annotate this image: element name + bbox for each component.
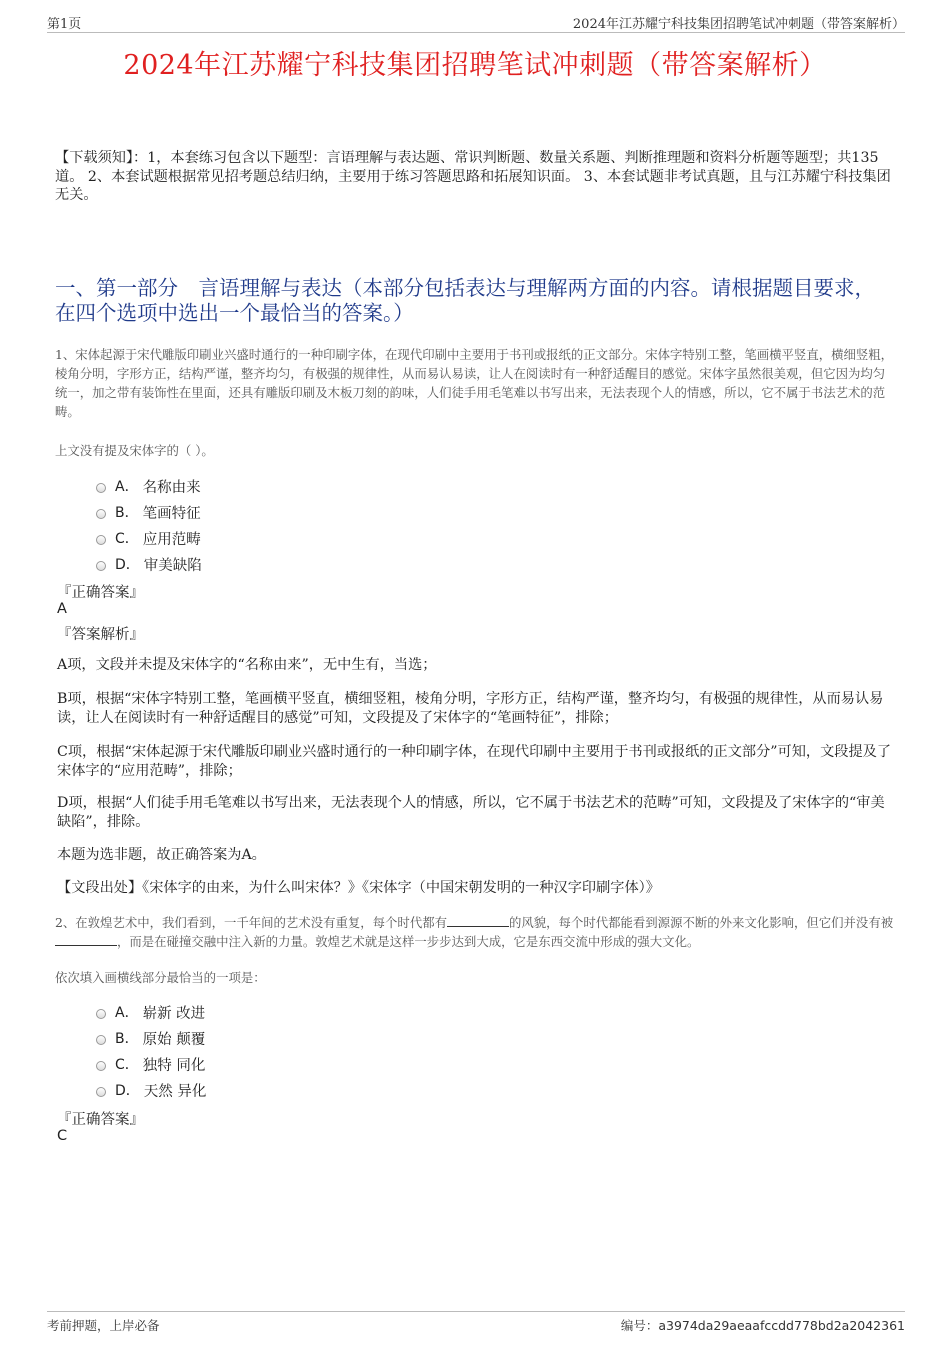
option-d[interactable]: D． 审美缺陷 <box>96 551 202 577</box>
radio-icon[interactable] <box>96 535 106 545</box>
analysis-c: C项，根据“宋体起源于宋代雕版印刷业兴盛时通行的一种印刷字体，在现代印刷中主要用于书刊或报纸的正文部分”可知，文段提及了宋体字的“应用范畴”，排除； <box>57 744 892 779</box>
option-a[interactable]: A． 崭新 改进 <box>96 999 206 1025</box>
question-1-prompt: 上文没有提及宋体字的（ ）。 <box>55 443 214 458</box>
page-number: 第1页 <box>47 17 82 32</box>
footer-code: 编号：a3974da29aeaafccdd778bd2a2042361 <box>620 1318 905 1333</box>
fill-blank-1 <box>447 915 509 927</box>
question-1-text: 1、宋体起源于宋代雕版印刷业兴盛时通行的一种印刷字体，在现代印刷中主要用于书刊或报纸的正文部分。宋体字特别工整，笔画横平竖直，横细竖粗，棱角分明，字形方正，结构严谨，整齐均匀，有极强的规律性，从而易认易读，让人在阅读时有一种舒适醒目的感觉。宋体字虽然很美观，但它因为均匀统一，加之带有装饰性在里面，还具有雕版印刷及木板刀刻的韵味，人们徒手用毛笔难以书写出来，无法表现个人的情感，所以，它不属于书法艺术的范畴。 <box>55 347 894 419</box>
header-doc-title: 2024年江苏耀宁科技集团招聘笔试冲刺题（带答案解析） <box>572 17 905 32</box>
option-b[interactable]: B． 原始 颠覆 <box>96 1025 206 1051</box>
question-2-prompt: 依次填入画横线部分最恰当的一项是： <box>55 970 266 985</box>
radio-icon[interactable] <box>96 1087 106 1097</box>
footer-slogan: 考前押题，上岸必备 <box>47 1318 160 1333</box>
option-b[interactable]: B． 笔画特征 <box>96 499 202 525</box>
option-c[interactable]: C． 独特 同化 <box>96 1051 206 1077</box>
radio-icon[interactable] <box>96 1061 106 1071</box>
analysis-conclusion: 本题为选非题，故正确答案为A。 <box>57 847 266 863</box>
answer-label: 『正确答案』 <box>57 1112 144 1128</box>
page-title: 2024年江苏耀宁科技集团招聘笔试冲刺题（带答案解析） <box>123 50 827 81</box>
analysis-b: B项，根据“宋体字特别工整，笔画横平竖直，横细竖粗，棱角分明，字形方正，结构严谨，整齐均匀，有极强的规律性，从而易认易读，让人在阅读时有一种舒适醒目的感觉”可知，文段提及了宋体字的“笔画特征”，排除； <box>57 691 884 726</box>
analysis-label: 『答案解析』 <box>57 627 144 643</box>
answer-value: C <box>57 1128 68 1144</box>
option-c[interactable]: C． 应用范畴 <box>96 525 202 551</box>
footer-divider <box>47 1311 905 1312</box>
question-2-options <box>96 999 206 1103</box>
fill-blank-2 <box>55 934 117 946</box>
question-2-text: 2、在敦煌艺术中，我们看到，一千年间的艺术没有重复，每个时代都有 的风貌，每个时代都能看到源源不断的外来文化影响，但它们并没有被，而是在碰撞交融中注入新的力量。敦煌艺术就是这样一步步达到大成，它是东西交流中形成的强大文化。 <box>55 915 894 949</box>
option-d[interactable]: D． 天然 异化 <box>96 1077 206 1103</box>
radio-icon[interactable] <box>96 483 106 493</box>
section-title: 一、第一部分 言语理解与表达（本部分包括表达与理解两方面的内容。请根据题目要求，在四个选项中选出一个最恰当的答案。） <box>55 276 875 325</box>
analysis-a: A项，文段并未提及宋体字的“名称由来”，无中生有，当选； <box>57 657 437 673</box>
radio-icon[interactable] <box>96 561 106 571</box>
question-1-options <box>96 473 202 577</box>
answer-value: A <box>57 601 67 617</box>
option-a[interactable]: A． 名称由来 <box>96 473 202 499</box>
text-source: 【文段出处】《宋体字的由来，为什么叫宋体？》《宋体字（中国宋朝发明的一种汉字印刷字体）》 <box>57 880 660 896</box>
radio-icon[interactable] <box>96 509 106 519</box>
download-notice: 【下载须知】：1，本套练习包含以下题型：言语理解与表达题、常识判断题、数量关系题、判断推理题和资料分析题等题型；共135道。 2、本套试题根据常见招考题总结归纳，主要用于练习答题思路和拓展知识面。 3、本套试题非考试真题，且与江苏耀宁科技集团无关。 <box>55 150 891 203</box>
radio-icon[interactable] <box>96 1009 106 1019</box>
radio-icon[interactable] <box>96 1035 106 1045</box>
answer-label: 『正确答案』 <box>57 585 144 601</box>
header-divider <box>47 32 905 33</box>
analysis-d: D项，根据“人们徒手用毛笔难以书写出来，无法表现个人的情感，所以，它不属于书法艺术的范畴”可知，文段提及了宋体字的“审美缺陷”，排除。 <box>57 795 885 830</box>
